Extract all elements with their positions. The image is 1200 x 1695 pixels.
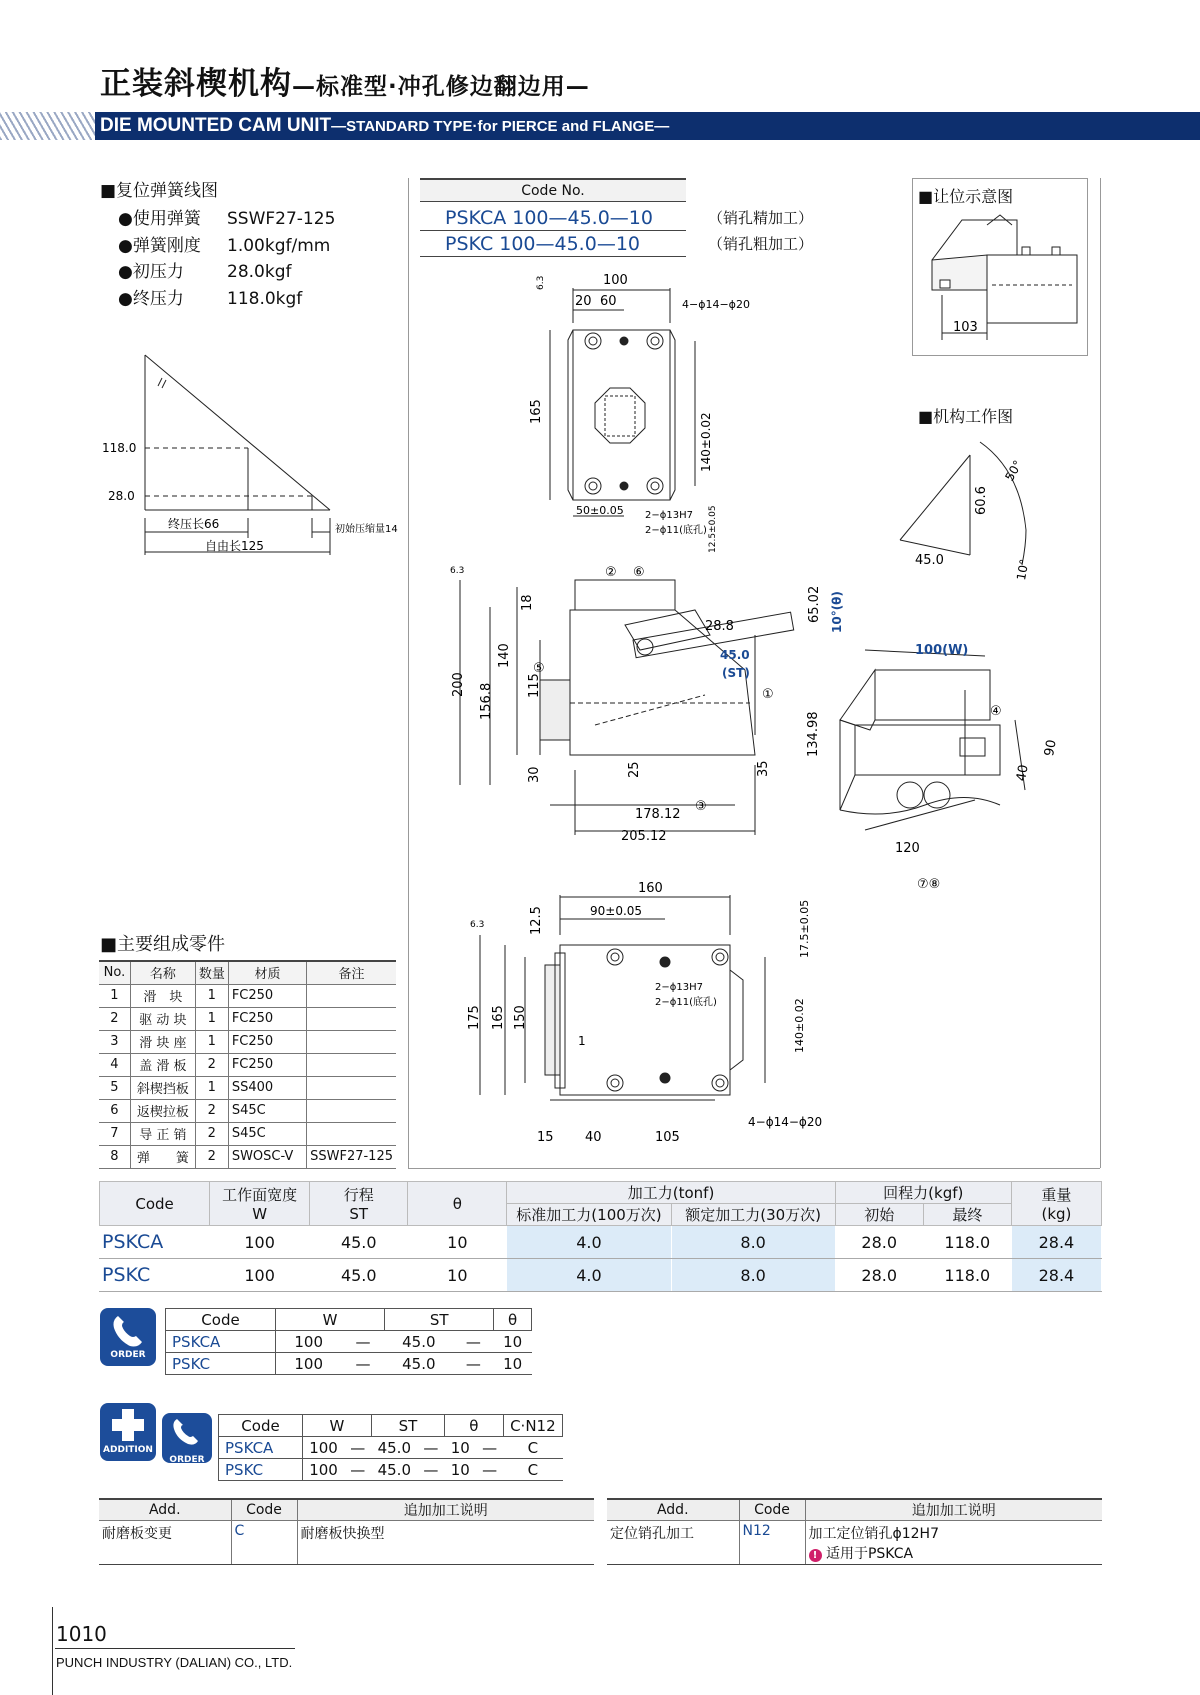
spring-row: ●初压力 28.0kgf <box>118 262 292 282</box>
order-badge: ORDER <box>100 1308 156 1366</box>
top-dim-165: 165 <box>529 399 544 424</box>
side-dim-205: 205.12 <box>621 829 667 844</box>
footer-vertical-line <box>52 1607 53 1695</box>
bottom-pin2: 2−ϕ11(底孔) <box>655 997 717 1008</box>
spec-header-row <box>100 1182 1102 1204</box>
bottom-dim-165: 165 <box>491 1005 506 1030</box>
bottom-dim-140: 140±0.02 <box>793 998 806 1053</box>
top-dim-20: 20 <box>575 294 592 309</box>
spec-table <box>99 1181 1102 1292</box>
top-dim-100: 100 <box>603 273 628 288</box>
graph-y-28: 28.0 <box>108 489 135 503</box>
bottom-dim-12: 12.5 <box>529 906 544 935</box>
side-dim-115: 115 <box>527 673 542 698</box>
spec-col-return-final: 最终 <box>923 1204 1011 1226</box>
table-row: PSKCA 100 — 45.0 — 10 <box>166 1331 532 1353</box>
top-rough: 6.3 <box>536 275 546 290</box>
table-row: PSKC 100 — 45.0 — 10 — C <box>219 1459 563 1481</box>
iso-callout-4: ④ <box>990 704 1002 719</box>
addition-table-n12 <box>607 1498 1102 1565</box>
drawing-area-bottom-border <box>408 1168 1100 1169</box>
spec-col-weight: 重量 (kg) <box>1011 1182 1101 1226</box>
spring-heading: ■复位弹簧线图 <box>100 181 219 201</box>
top-view-drawing <box>529 268 750 553</box>
spec-col-st: 行程 ST <box>310 1182 408 1226</box>
side-dim-178: 178.12 <box>635 807 681 822</box>
working-diagram <box>880 430 1080 590</box>
working-d4: 10° <box>1014 558 1032 582</box>
side-callout-1: ① <box>762 687 774 702</box>
table-row: 2 驱 动 块 1 FC250 <box>99 1007 396 1030</box>
bottom-dim-1: 1 <box>578 1034 586 1048</box>
phone-icon <box>162 1413 212 1455</box>
top-holes: 4−ϕ14−ϕ20 <box>682 298 750 311</box>
spec-col-w: 工作面宽度 W <box>210 1182 310 1226</box>
footer-line <box>55 1648 295 1649</box>
graph-initial-compression: 初始压缩量14 <box>335 524 398 535</box>
bottom-dim-90: 90±0.05 <box>590 904 643 918</box>
bottom-holes: 4−ϕ14−ϕ20 <box>748 1115 823 1129</box>
side-rough: 6.3 <box>450 566 465 576</box>
table-row: 7 导 正 销 2 S45C <box>99 1122 396 1145</box>
top-dim-140: 140±0.02 <box>699 412 713 472</box>
side-dim-156: 156.8 <box>479 682 494 720</box>
addition-table-c <box>99 1498 594 1565</box>
spec-col-force: 加工力(tonf) <box>507 1182 835 1204</box>
code-note: （销孔精加工） <box>708 209 814 227</box>
table-row: 8 弹 簧 2 SWOSC-V SSWF27-125 <box>99 1145 396 1168</box>
bottom-dim-160: 160 <box>638 881 663 896</box>
side-callout-6: ⑥ <box>633 565 645 580</box>
side-dim-134: 134.98 <box>806 711 821 757</box>
spec-col-force-rated: 额定加工力(30万次) <box>671 1204 835 1226</box>
bottom-dim-150: 150 <box>513 1005 528 1030</box>
spring-row: ●终压力 118.0kgf <box>118 288 303 309</box>
spec-col-code: Code <box>100 1182 210 1226</box>
parts-col-no: No. <box>99 961 130 984</box>
spec-col-return: 回程力(kgf) <box>835 1182 1011 1204</box>
iso-w: 100(W) <box>915 643 969 658</box>
code-no-row: PSKCA 100—45.0—10 <box>420 205 686 231</box>
company-name: PUNCH INDUSTRY (DALIAN) CO., LTD. <box>56 1655 293 1670</box>
clearance-heading: ■让位示意图 <box>918 187 1014 206</box>
code-no-header: Code No. <box>420 178 686 202</box>
clearance-dim: 103 <box>953 320 978 335</box>
working-d1: 60.6 <box>974 486 989 515</box>
spring-row: ●使用弹簧 SSWF27-125 <box>118 209 336 229</box>
side-dim-45: 45.0 <box>720 648 750 662</box>
warning-icon: ! <box>809 1549 822 1562</box>
iso-dim-40: 40 <box>1014 763 1032 783</box>
parts-heading: ■主要组成零件 <box>100 934 226 955</box>
top-pin2: 2−ϕ11(底孔) <box>645 525 707 536</box>
side-dim-30: 30 <box>527 766 542 783</box>
iso-view-drawing <box>825 630 1070 890</box>
graph-final-length: 终压长66 <box>168 517 220 531</box>
bottom-dim-15: 15 <box>537 1130 554 1145</box>
order-header-row: Code W ST θ <box>166 1309 532 1331</box>
bottom-dim-17: 17.5±0.05 <box>798 899 811 958</box>
graph-y-118: 118.0 <box>102 441 137 455</box>
bottom-view-drawing <box>460 875 830 1145</box>
page-title-cn: 正装斜楔机构—标准型·冲孔修边翻边用— <box>100 66 590 102</box>
side-st: (ST) <box>722 666 750 680</box>
top-dim-12: 12.5±0.05 <box>708 505 718 553</box>
code-no-row: PSKC 100—45.0—10 <box>420 231 686 257</box>
top-pin1: 2−ϕ13H7 <box>645 510 693 521</box>
spring-graph <box>90 350 410 570</box>
table-row: 1 滑 块 1 FC250 <box>99 984 396 1007</box>
table-row: 5 斜楔挡板 1 SS400 <box>99 1076 396 1099</box>
working-d2: 50° <box>1002 457 1026 484</box>
parts-table <box>99 960 396 1169</box>
bottom-dim-40: 40 <box>585 1130 602 1145</box>
page-number: 1010 <box>56 1622 107 1646</box>
side-dim-200: 200 <box>451 672 466 697</box>
side-dim-18: 18 <box>520 594 535 611</box>
clearance-diagram <box>912 205 1088 355</box>
order-badge: ORDER <box>162 1413 212 1463</box>
side-view-drawing <box>445 555 844 850</box>
table-row: 6 返楔拉板 2 S45C <box>99 1099 396 1122</box>
spring-row: ●弹簧刚度 1.00kgf/mm <box>118 235 331 256</box>
table-row: 3 滑 块 座 1 FC250 <box>99 1030 396 1053</box>
code-note: （销孔粗加工） <box>708 235 814 253</box>
bottom-pin1: 2−ϕ13H7 <box>655 982 703 993</box>
spec-col-theta: θ <box>408 1182 507 1226</box>
side-callout-5: ⑤ <box>533 661 545 676</box>
table-row: PSKCA 100 — 45.0 — 10 — C <box>219 1437 563 1459</box>
top-dim-60: 60 <box>600 294 617 309</box>
spec-col-return-initial: 初始 <box>835 1204 923 1226</box>
side-dim-35: 35 <box>756 760 771 777</box>
bottom-rough: 6.3 <box>470 920 485 930</box>
addition-order-table <box>218 1414 563 1481</box>
order-table <box>165 1308 532 1375</box>
table-row: 4 盖 滑 板 2 FC250 <box>99 1053 396 1076</box>
plus-icon <box>100 1403 156 1445</box>
working-heading: ■机构工作图 <box>918 407 1014 426</box>
table-row: PSKCA 100 45.0 10 4.0 8.0 28.0 118.0 28.4 <box>100 1226 1102 1259</box>
side-dim-140: 140 <box>497 643 512 668</box>
parts-col-material: 材质 <box>228 961 306 984</box>
side-dim-25: 25 <box>627 761 642 778</box>
working-d3: 45.0 <box>915 553 944 568</box>
parts-col-name: 名称 <box>130 961 195 984</box>
bottom-dim-105: 105 <box>655 1130 680 1145</box>
spring-spec-list <box>118 206 335 312</box>
iso-dim-90: 90 <box>1042 738 1060 758</box>
table-row: PSKC 100 — 45.0 — 10 <box>166 1353 532 1375</box>
side-callout-2: ② <box>605 565 617 580</box>
side-dim-65: 65.02 <box>807 585 822 623</box>
bottom-dim-175: 175 <box>467 1005 482 1030</box>
spec-col-force-std: 标准加工力(100万次) <box>507 1204 671 1226</box>
parts-header-row <box>99 961 396 984</box>
top-dim-50: 50±0.05 <box>576 504 624 517</box>
table-row: 耐磨板变更 C 耐磨板快换型 <box>99 1521 594 1565</box>
table-row: PSKC 100 45.0 10 4.0 8.0 28.0 118.0 28.4 <box>100 1259 1102 1292</box>
column-divider <box>408 178 409 1168</box>
iso-callout-78: ⑦⑧ <box>917 877 941 892</box>
parts-col-qty: 数量 <box>195 961 228 984</box>
side-dim-28: 28.8 <box>705 619 734 634</box>
add-header-row: Add. Code 追加加工说明 <box>607 1499 1102 1521</box>
parts-col-remark: 备注 <box>307 961 396 984</box>
order-header-row: Code W ST θ C·N12 <box>219 1415 563 1437</box>
page-title-en: DIE MOUNTED CAM UNIT—STANDARD TYPE·for PIERCE and FLANGE— <box>100 115 670 136</box>
iso-dim-120: 120 <box>895 841 920 856</box>
addition-badge: ADDITION <box>100 1403 156 1461</box>
side-callout-3: ③ <box>695 799 707 814</box>
table-row: 定位销孔加工 N12 加工定位销孔ϕ12H7 ! 适用于PSKCA <box>607 1521 1102 1565</box>
add-header-row: Add. Code 追加加工说明 <box>99 1499 594 1521</box>
graph-free-length: 自由长125 <box>205 539 264 553</box>
drawing-area-right-border <box>1100 178 1101 1168</box>
phone-icon <box>100 1308 156 1350</box>
banner-stripes <box>0 112 95 140</box>
side-dim-theta: 10°(θ) <box>830 591 844 633</box>
